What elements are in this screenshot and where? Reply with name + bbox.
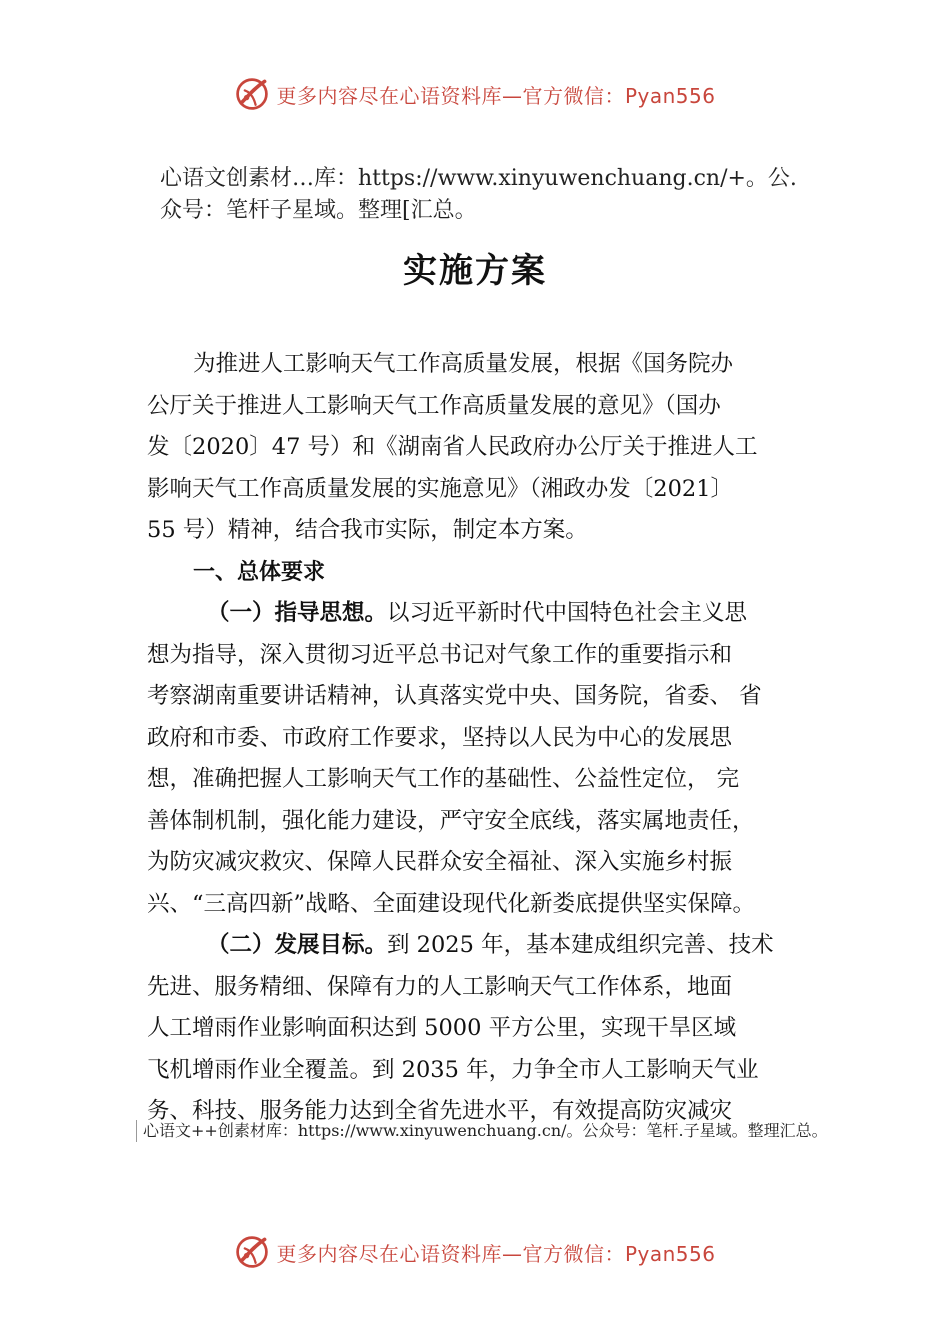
subheading-development-goals: （二）发展目标。 [207,932,388,958]
brush-logo-icon [234,76,270,112]
source-note-line-2: 众号：笔杆子星域。整理[汇总。 [160,198,477,223]
source-note-line-1: 心语文创素材…库：https://www.xinyuwenchuang.cn/+。公. [160,166,797,191]
section-heading-1: 一、总体要求 [193,559,326,585]
paragraph-1-line: 55 号）精神，结合我市实际，制定本方案。 [147,517,588,543]
footer-banner-text: 更多内容尽在心语资料库—官方微信：Pyan556 [276,1241,716,1266]
header-banner [0,72,950,116]
paragraph-2-first-text: 以习近平新时代中国特色社会主义思 [387,600,748,626]
paragraph-2-line: 想为指导，深入贯彻习近平总书记对气象工作的重要指示和 [147,641,733,668]
paragraph-2-line: 兴、“三高四新”战略、全面建设现代化新娄底提供坚实保障。 [147,890,756,917]
paragraph-3-line: 务、科技、服务能力达到全省先进水平，有效提高防灾减灾 [147,1098,733,1124]
paragraph-3-line: 飞机增雨作业全覆盖。到 2035 年，力争全市人工影响天气业 [147,1056,759,1083]
header-banner-text: 更多内容尽在心语资料库—官方微信：Pyan556 [276,83,716,108]
footer-source-note: 心语文++创素材库：https://www.xinyuwenchuang.cn/。公众号：笔杆.子星域。整理汇总。 [136,1120,903,1142]
subheading-guiding-thought: （一）指导思想。 [207,600,388,626]
paragraph-3-line: 先进、服务精细、保障有力的人工影响天气工作体系，地面 [147,973,733,1000]
paragraph-1-line: 影响天气工作高质量发展的实施意见》（湘政办发〔2021〕 [147,475,734,502]
paragraph-3-line: 人工增雨作业影响面积达到 5000 平方公里，实现干旱区域 [147,1015,737,1041]
brush-logo-icon [234,1234,270,1270]
paragraph-1-line: 为推进人工影响天气工作高质量发展，根据《国务院办 [193,351,734,377]
paragraph-2-line: 政府和市委、市政府工作要求，坚持以人民为中心的发展思 [147,724,733,751]
paragraph-2-first-line [147,593,827,635]
document-body [147,344,827,1133]
paragraph-1-line: 公厅关于推进人工影响天气工作高质量发展的意见》（国办 [147,392,721,419]
paragraph-1-line: 发〔2020〕47 号）和《湖南省人民政府办公厅关于推进人工 [147,434,758,460]
paragraph-3-first-line [147,925,827,967]
footer-banner [0,1230,950,1274]
paragraph-2-line: 为防灾减灾救灾、保障人民群众安全福祉、深入实施乡村振 [147,849,733,875]
paragraph-2-line: 想，准确把握人工影响天气工作的基础性、公益性定位， 完 [147,766,740,792]
paragraph-2-line: 善体制机制，强化能力建设，严守安全底线，落实属地责任， [147,807,755,834]
paragraph-3-first-text: 到 2025 年，基本建成组织完善、技术 [387,932,774,958]
paragraph-2-line: 考察湖南重要讲话精神，认真落实党中央、国务院，省委、 省 [147,683,762,709]
source-note [160,163,860,227]
document-title: 实施方案 [403,251,547,291]
